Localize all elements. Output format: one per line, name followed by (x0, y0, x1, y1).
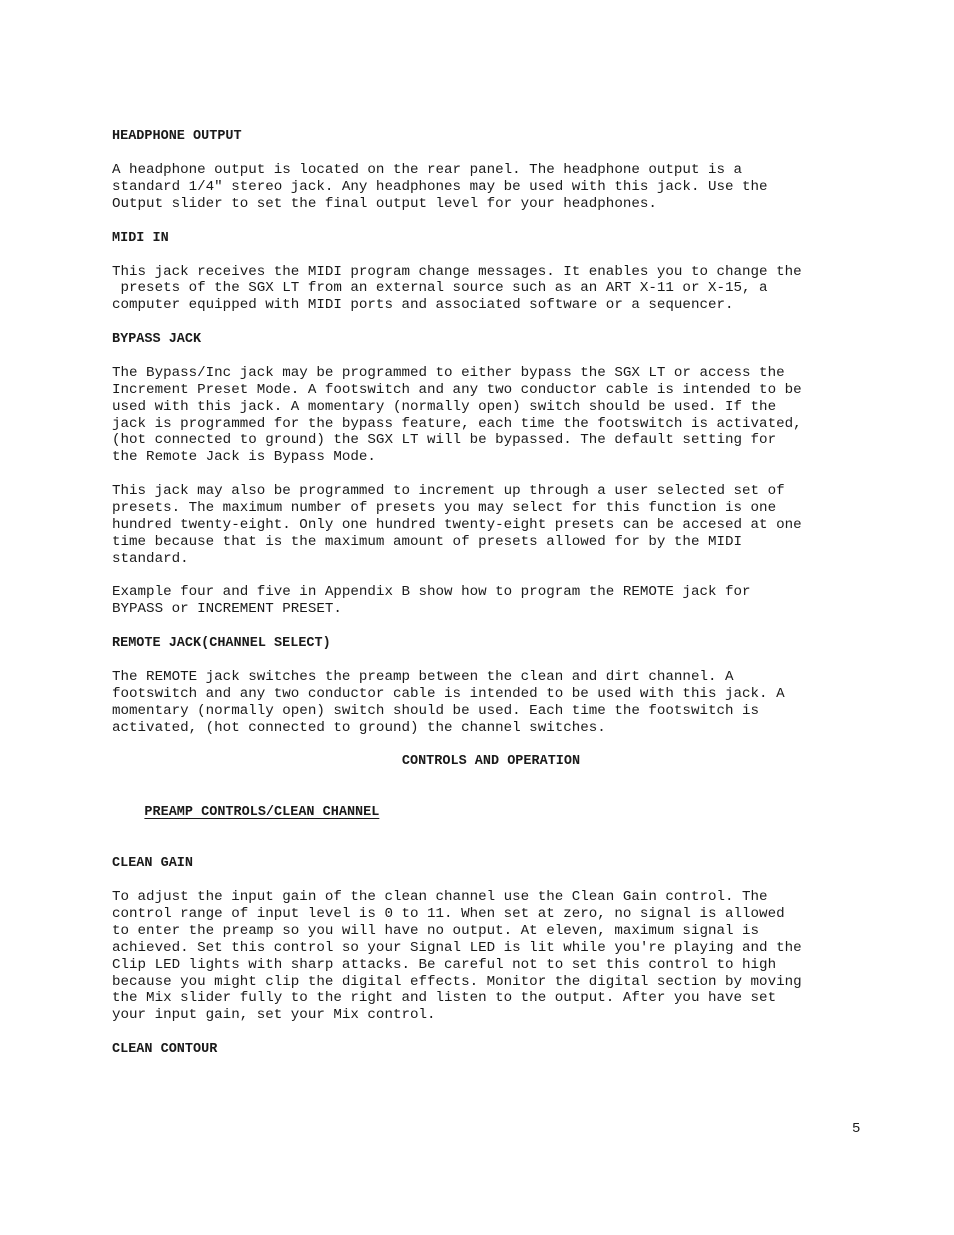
bypass-jack-text-2: This jack may also be programmed to increment up through a user selected set of presets. The maximum number of presets you may select for this function is one hundred twenty-eight. Only one hundred twenty-eight presets can be accesed at one time because that is the maximum amount of presets allowed for by the MIDI standard. (112, 483, 802, 567)
controls-and-operation-heading: CONTROLS AND OPERATION (401, 754, 581, 770)
document-page (112, 128, 882, 1075)
bypass-jack-text-3: Example four and five in Appendix B show how to program the REMOTE jack for BYPASS or INCREMENT PRESET. (112, 584, 751, 618)
headphone-output-heading: HEADPHONE OUTPUT (112, 129, 242, 144)
preamp-controls-heading (112, 787, 882, 838)
preamp-controls-heading-text: PREAMP CONTROLS/CLEAN CHANNEL (144, 805, 380, 821)
clean-gain-heading: CLEAN GAIN (112, 856, 194, 872)
remote-jack-text: The REMOTE jack switches the preamp between the clean and dirt channel. A footswitch and any two conductor cable is intended to be used with this jack. A momentary (normally open) switch should be used. Each time the footswitch is activated, (hot connected to ground) the channel switches. (112, 669, 785, 736)
bypass-jack-text-1: The Bypass/Inc jack may be programmed to either bypass the SGX LT or access the Increment Preset Mode. A footswitch and any two conductor cable is intended to be used with this jack. A momentary (normally open) switch should be used. If the jack is programmed for the bypass feature, each time the footswitch is activated, (hot connected to ground) the SGX LT will be bypassed. The default setting for the Remote Jack is Bypass Mode. (112, 365, 802, 466)
headphone-output-text: A headphone output is located on the rear panel. The headphone output is a standard 1/4" stereo jack. Any headphones may be used with this jack. Use the Output slider to set the final output level for your headphones. (112, 162, 768, 212)
clean-gain-text: To adjust the input gain of the clean channel use the Clean Gain control. The control range of input level is 0 to 11. When set at zero, no signal is allowed to enter the preamp so you will have no output. At eleven, maximum signal is achieved. Set this control so your Signal LED is lit while you're playing and the Clip LED lights with sharp attacks. Be careful not to set this control to high because you might clip the digital effects. Monitor the digital section by moving the Mix slider fully to the right and listen to the output. After you have set your input gain, set your Mix control. (112, 889, 802, 1024)
clean-contour-heading: CLEAN CONTOUR (112, 1042, 218, 1058)
midi-in-text: This jack receives the MIDI program change messages. It enables you to change the presets of the SGX LT from an external source such as an ART X-11 or X-15, a computer equipped with MIDI ports and associated software or a sequencer. (112, 263, 802, 314)
bypass-jack-heading: BYPASS JACK (112, 332, 202, 348)
remote-jack-heading: REMOTE JACK(CHANNEL SELECT) (112, 636, 331, 652)
page-number: 5 (852, 1121, 861, 1137)
midi-in-heading: MIDI IN (112, 230, 169, 246)
